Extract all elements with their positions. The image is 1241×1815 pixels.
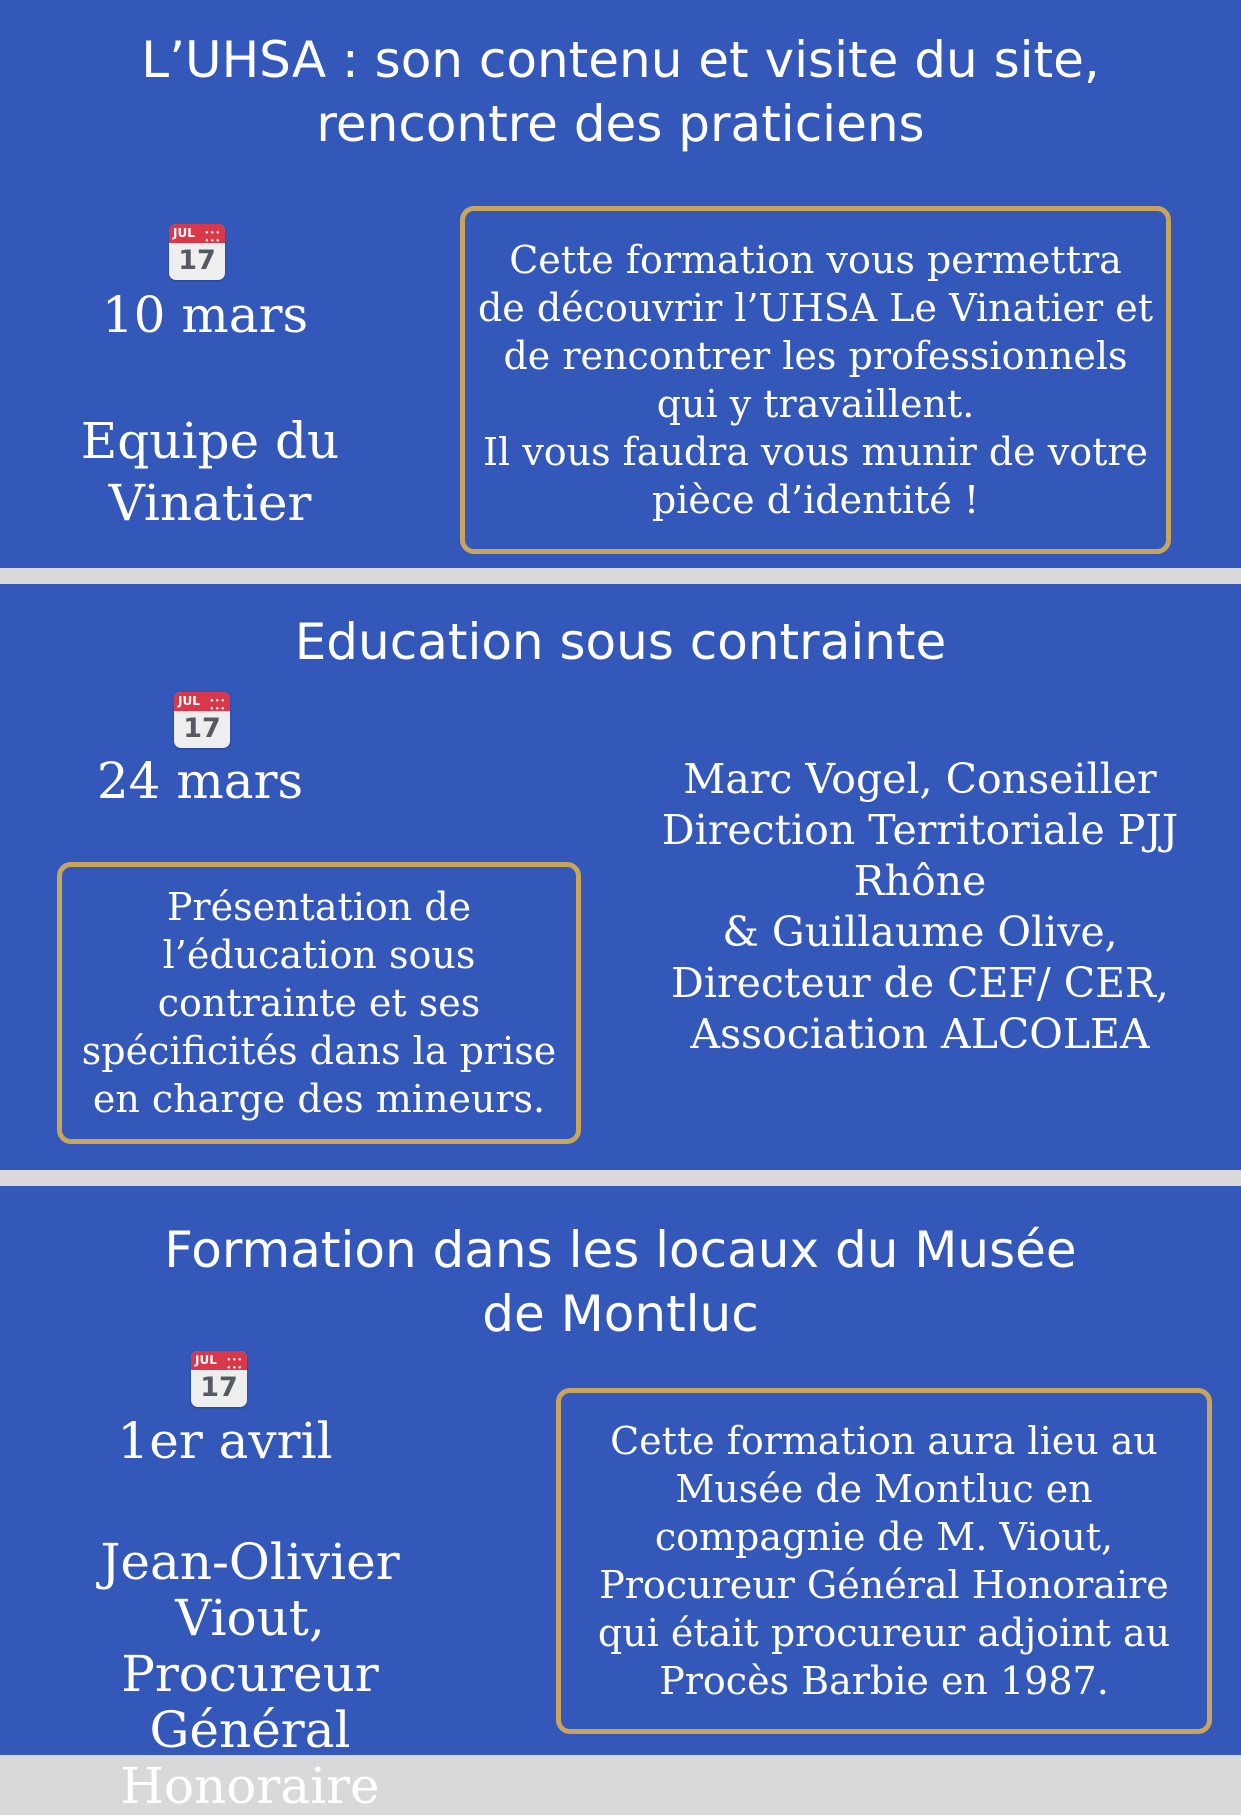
section-title: Formation dans les locaux du Musée de Montluc: [164, 1221, 1077, 1343]
event-date: 10 mars: [101, 286, 309, 344]
section-education: [0, 584, 1241, 1170]
calendar-icon: JUL ••• ••• 17: [169, 224, 225, 280]
section-title: L’UHSA : son contenu et visite du site, rencontre des praticiens: [141, 31, 1100, 153]
speaker-name: Marc Vogel, Conseiller Direction Territoriale PJJ Rhône & Guillaume Olive, Directeur de CEF/ CER, Association ALCOLEA: [661, 755, 1179, 1058]
calendar-icon: JUL ••• ••• 17: [174, 692, 230, 748]
speaker-name: Equipe du Vinatier: [80, 412, 340, 532]
description-box: [556, 1388, 1212, 1734]
description-text: Présentation de l’éducation sous contrainte et ses spécificités dans la prise en charge des mineurs.: [81, 885, 557, 1121]
event-date: 24 mars: [96, 752, 304, 810]
description-text: Cette formation aura lieu au Musée de Montluc en compagnie de M. Viout, Procureur Général Honoraire qui était procureur adjoint au Procès Barbie en 1987.: [597, 1419, 1171, 1703]
speaker-name: Jean-Olivier Viout, Procureur Général Honoraire: [100, 1533, 400, 1815]
calendar-icon: JUL ••• ••• 17: [191, 1351, 247, 1407]
description-text: Cette formation vous permettra de découvrir l’UHSA Le Vinatier et de rencontrer les professionnels qui y travaillent. Il vous faudra vous munir de votre pièce d’identité !: [477, 238, 1154, 522]
event-date: 1er avril: [117, 1412, 333, 1470]
description-box: [57, 862, 581, 1144]
section-uhsa: [0, 0, 1241, 568]
section-title: Education sous contrainte: [294, 613, 947, 671]
description-box: [460, 206, 1171, 554]
section-montluc: [0, 1186, 1241, 1815]
